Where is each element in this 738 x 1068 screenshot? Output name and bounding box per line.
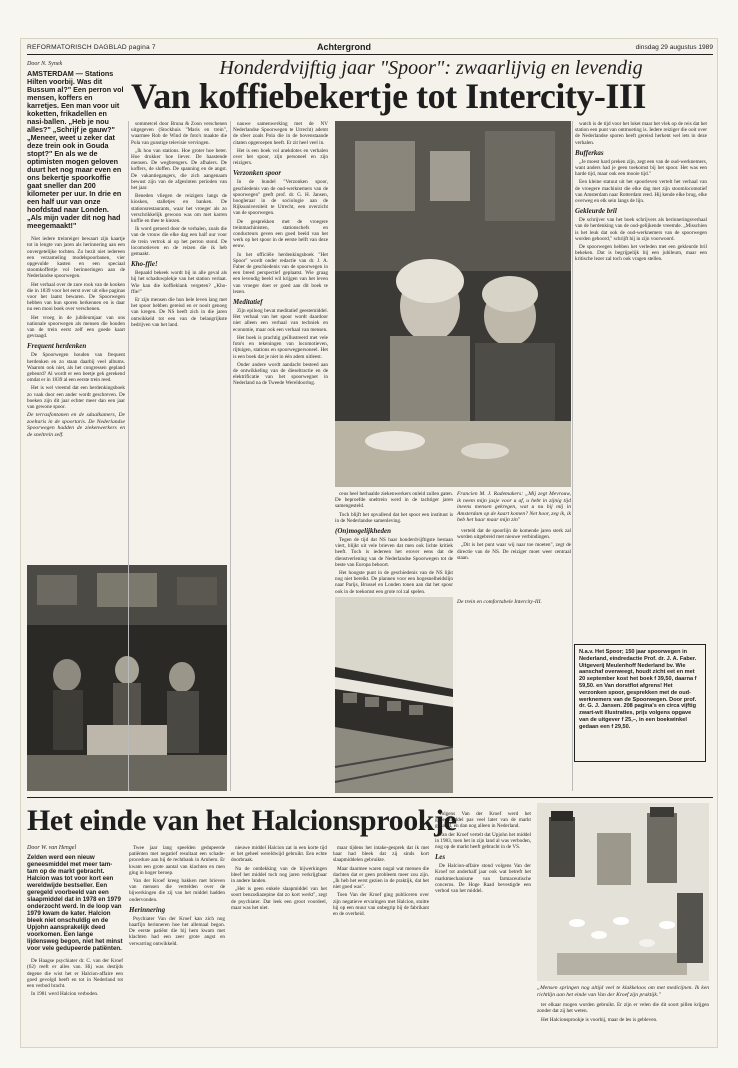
paragraph: Zijn epiloog bevat meditatief geestemiddel. Het verhaal van het spoor wordt daardoor niet alleen een verhaal van techniek en economie, maar ook een verhaal van mensen. <box>233 308 328 333</box>
photo-caption: De terrasfontanen en de sdaalkamers, De zoeltaris in de spoortaris. De Nederlandse Spoorwegen hadden de ziekenwerkers en de sneltrein zelf. <box>27 412 125 439</box>
article2-byline: Door W. van Hengel <box>27 845 77 851</box>
header-rule <box>27 54 713 55</box>
paragraph: De schrijver van het boek schrijvers als herinneringsverhaal van de herdenking van de oud-gelijkende vreemde. „Misschien is het leuk dat ook de oud-werknemers van de spoorwegen worden gehoord," schrijft hij in zijn voorwoord. <box>575 217 707 242</box>
running-header <box>27 43 713 54</box>
article2-column-4 <box>333 845 429 1043</box>
subheading: Verzonken spoor <box>233 169 282 178</box>
paragraph: Onder andere wordt aandacht besteed aan de ontwikkeling van de dieseltractie en de elektrificatie van het spoorwegnet in Nederland na de Tweede Wereldoorlog. <box>233 361 328 387</box>
paragraph: Psychiater Van der Kroef kan zich nog haarfijn herinneren hoe het allemaal begon. De eerste patiënt die bij hem kwam met klachten had een zeer grote angst en verwarring ontwikkeld. <box>129 915 225 947</box>
article2-intro: Zelden werd een nieuw geneesmiddel met meer tam-tam op de markt gebracht. Halcion was tot voor kort een wereldwijde bestseller. Een geregeld voorbeeld van een slaapmiddel dat in 1978 en 1979 onderzocht werd. In de loop van 1979 kwam de kater. Halcion bleek niet onschuldig en de Upjohn aansprakelijk deed voorkomen. Een lange lijdensweg begon, niet het minst voor vele gedupeerde patiënten. <box>27 854 123 953</box>
paragraph: Een kleine statuut uit het spoorleven vertelt het verhaal van de vroegere machinist die elke dag met zijn stoomlocomotief van Amsterdam naar Rotterdam reed. Hij kende elke brug, elke overweg en elk sein langs de lijn. <box>575 179 707 205</box>
scan-margin <box>0 0 738 36</box>
article2-column-3 <box>231 845 327 1043</box>
paragraph: Maar daarmee waren nogal wat mensen die dachten dat er geen probleem meer zou zijn. „Ik heb het eerst gezien in de praktijk, dat het niet goed was". <box>333 865 429 891</box>
subheading: Herinnering <box>129 905 166 914</box>
paragraph: Beneden vliegen de reizigers langs de kiosken, stalletjes en banken. De stationsrestaurants, waar het vroeger als zo verschrikkelijk gewoon was om met karren koffie en thee te kiezen. <box>131 193 227 225</box>
paragraph: Er zijn mensen die hun hele leven lang met het spoor hebben gereisd en er nooit genoeg van kregen. De NS heeft zich in die jaren ontwikkeld tot een van de belangrijkste bedrijven van het land. <box>131 297 227 328</box>
subheading: Les <box>435 853 446 862</box>
paragraph: nieuwe middel Halcion zat in een korte tijd er het geheel wereldwijd gebruikt. Een echte doorbraak. <box>231 845 327 864</box>
paragraph: In 1981 werd Halcion verboden. <box>31 991 99 998</box>
paragraph: Tegen de tijd dat NS haar honderdvijftigste bestaan viert, blijkt uit vele brieven dat men ook lichte kritiek heeft. Toch is iedereen het erover eens dat de dienstverlening van de Nederlandse Spoorwegen tot de beste van Europa behoort. <box>335 537 453 568</box>
article1-column-5 <box>457 491 571 591</box>
subheading: Frequent herdenken <box>27 342 87 351</box>
paragraph: sommetcel door Bruna & Zoon verschenen uitgegeven (Stockhuis "Maris en trein", waarmee Rob de Wind de foto's maakte die Pola van gunstige televisie vervingen. <box>131 121 227 146</box>
paragraph: verteld dat de spoorlijn de komende jaren sterk zal worden uitgebreid met nieuwe verbindingen. <box>457 527 571 541</box>
book-info-box: N.a.v. Het Spoor; 150 jaar spoorwegen in Nederland, eindredactie Prof. dr. J. A. Faber. Uitgeverij Meulenhoff Nederland bv. Wie aanschaf overweegt, houdt zicht eet en met 20 september kost het boek f 39,50, daarna f 59,50. en Van dorstflot afgrens! Het verzonken spoor, gesprekken met de oud-werknemers van de Spoorwegen. Door prof. dr. G. J. Jansen. 208 pagina's en circa vijftig zwart-wit illustraties, prijs volgens opgave van de uitgever f 25,–, in een boekwinkel gedaan een f 29,50. <box>574 644 706 762</box>
paragraph: Niet iedere treinreiger bewaart zijn kaartje tot in lengte van jaren als herinnering aan een onvergetelijke tochten. Zo bezit niet iedereen een verzameling modelspoorbanen, vier opgevulde kasten en een speciaal stoomkoffertje vol herinneringen aan de Nederlandse spoorwegen. <box>27 236 125 280</box>
article1-kicker: Honderdvijftig jaar "Spoor": zwaarlijvig en levendig <box>219 57 643 79</box>
paragraph: Het hoogste punt in de geschiedenis van de NS lijkt nog niet bereikt. De plannen voor een hogesnelheidslijn naar Parijs, Brussel en Londen tonen aan dat het spoor ook in de toekomst een grote rol zal spelen. <box>335 570 453 595</box>
article1-column-2 <box>131 121 227 559</box>
article1-column-6 <box>575 121 707 639</box>
newspaper-page <box>20 38 718 1048</box>
paragraph: Het is een boek vol anekdotes en verhalen over het spoor, zijn personeel en zijn reizigers. <box>233 147 328 167</box>
paragraph: De Haagse psychiater dr. C. van der Kroef (62) reeft er alles van. Hij was destijds degene die wist het er Halcion-affaire een goed gevolgd heeft en tot in Nederland tot een verbod bracht. <box>27 958 123 990</box>
paragraph: „Je moest hard preken zijn, zegt een van de oud-werknemers, want anders had je geen toekomst bij het spoor. Het was een harde tijd, maar ook een mooie tijd." <box>575 158 707 178</box>
paragraph: Het Halcionsprookje is voorbij, maar de les is gebleven. <box>541 1016 658 1023</box>
paragraph: „Ik hou van stations. Hoe groter hoe beter. Hoe drukker hoe liever. De haastende mensen. De wegbrengers. De afhalers. De koffers, de sloffen. De spanning en de angst. De vakantiegangers, die zich aangenaam bewust zijn van de afgesloten perioden van het jaar. <box>131 147 227 192</box>
subheading: Kho-ffie! <box>131 260 158 269</box>
paragraph: Het is wel vreemd dat een herdenkingsboek zo vaak door een ander wordt geschreven. De boeken zijn dit jaar echter meer dan een jaar van gewone spoor. <box>27 385 125 411</box>
paragraph: nauwe samenwerking met de NV Nederlandse Spoorwegen te Utrecht) ademt de sfeer zoals Pola die in de bovenstaande citaten opgeroepen heeft. Er zit heel veel in. <box>233 121 328 146</box>
column-rule <box>128 121 129 791</box>
paragraph: „Dit is het punt waar wij naar toe moeten", zegt de directie van de NS. De reiziger moet weer centraal staan. <box>457 542 571 561</box>
paragraph: Toch blijft het opvallend dat het spoor een instituut is in de Nederlandse samenleving. <box>335 511 453 524</box>
article2-title: Het einde van het Halcionsprookje <box>27 804 457 837</box>
article1-intro: AMSTERDAM — Stations Hilten voorbij. Was dit Bussum al?" Een perron vol mensen, koffers en karretjes. Een man voor uit koketten, frikadellen en nasi-ballen. „Heb je nou alles?" „Schrijf je gauw?" „Meneer, weet u zeker dat deze trein ook in Gouda stopt?" En als we de optimisten mogen geloven duurt het nog maar even en ons bekertje spoorkoffie gaat sneller dan 200 kilometer per uur. In drie en een half uur van onze hoofdstad naar Londen. „Als mijn vader dit nog had meegemaakt!" <box>27 69 124 231</box>
paragraph: Van der Kroef kreeg bakken met brieven van mensen die vertelden over de bijwerkingen die zij van het middel hadden ondervonden. <box>129 878 225 903</box>
paragraph: Twee jaar lang speelden gedupeerde patiënten met negatief resultaat een schade-procedure aan bij de rechtbank in Arnhem. Er kwam een grote aantal van klachten en men ging in hoger beroep. <box>129 845 225 876</box>
issue-date: dinsdag 29 augustus 1989 <box>635 44 713 51</box>
article1-byline: Door N. Synek <box>27 61 63 67</box>
subheading: Meditatief <box>233 298 263 307</box>
paper-name: REFORMATORISCH DAGBLAD pagina 7 <box>27 44 156 51</box>
subheading: Bufferkas <box>575 148 604 157</box>
photo-caption: „Mensen springen nog altijd veel te klakkeloos om met medicijnen. Ik ken richtlijn aan het einde van Van der Kroef zijn praktijk." <box>537 985 709 998</box>
paragraph: maar tijdens het intake-gesprek dat ik met haar had bleek dat zij sinds kort slaapmiddelen gebruikte. <box>333 845 429 864</box>
photo-caption: Francien M. J. Rademakers: „Mij zegt Mevrouw, ik neem mijn jasje voor u af, u hebt in zijnig tijd ineens mensen gekregen, wat u nu bij mij in Amsterdam op de kaart komen? Net hoor, zeg ik, ik heb het haar maar mijn zin" <box>457 491 571 524</box>
paragraph: watch is de tijd voor het loket maar het vlek op de reis dat het station een punt van ontmoeting is. Iedere reiziger die ooit over de Nederlandse sporen heeft gereisd herkent wel iets in deze verhalen. <box>575 121 707 146</box>
paragraph: De Halcion-affaire stond volgens Van der Kroef tot anderhalf jaar ook wat betreft het marktmechanisme van farmaceutische concerns. De Hoge Raad bevestigde een verbod van het middel. <box>435 863 531 895</box>
photo-pills-and-bottles <box>537 803 709 981</box>
article2-column-1 <box>27 845 123 1043</box>
column-rule <box>572 121 573 791</box>
article1-column-4 <box>335 491 453 595</box>
photo-station-hall <box>27 565 227 791</box>
paragraph: Na de ontdekking van de bijwerkingen bleef het middel toch nog jaren verkrijgbaar in andere landen. <box>231 865 327 885</box>
article1-column-3 <box>233 121 328 791</box>
article2-column-6 <box>537 985 709 1043</box>
paragraph: Toen Van der Kroef ging publiceren over zijn negatieve ervaringen met Halcion, stuitte hij op een muur van onbegrip bij de fabrikant en de overheid. <box>333 892 429 918</box>
paragraph: Het boek is prachtig geïllustreerd met vele foto's en tekeningen van locomotieven, rijtuigen, stations en spoorwegpersoneel. Het is een boek dat je niet in één adem uitleest. <box>233 334 328 360</box>
subheading: (On)mogelijkheden <box>335 527 391 536</box>
paragraph: De gesprekken met de vroegere treinmachinisten, stationschefs en conducteurs geven een goed beeld van het werk op het spoor in de eerste helft van deze eeuw. <box>233 218 328 250</box>
paragraph: De Spoorwegen houden van frequent herdenken en zo staan daarbij veel albums. Waarom ook niet, als het congressen gepland gebeurd? Al wordt er een beetje gek gerekend omdat er in 1839 al een eerste trein reed. <box>27 352 125 384</box>
paragraph: In de bundel "Verzonken spoor, geschiedenis van de oud-werknemers van de spoorwegen" geeft prof. dr. G. H. Jansen, hoogleraar in de sociologie aan de Rijksuniversiteit te Utrecht, een overzicht van de spoorwegen. <box>233 179 328 217</box>
paragraph: Ik word geroerd door de verhalen, zoals die van de vrouw die elke dag een half uur voor de trein vertrok al op het perron stond. De locomotieven en de reizen die ik heb gemaakt. <box>131 226 227 258</box>
article2-column-5 <box>435 811 531 1043</box>
section-divider <box>27 797 713 798</box>
paragraph: Bepaald bekeek wordt bij in alle geval als hij het schaduwplekje van het station verlaat. Wie kan die koffieklank vergeten? „Kho-ffie!" <box>131 270 227 295</box>
article1-column-1 <box>27 61 125 559</box>
article1-column-5b <box>457 599 571 789</box>
article1-title: Van koffiebekertje tot Intercity-III <box>131 76 646 116</box>
paragraph: ter elkaar mogen worden gebruikt. Er zijn er velen die dit soort pillen krijgen zonder dat zij het weten. <box>537 1002 709 1015</box>
paragraph: In het officiële herdenkingsboek "Het Spoor" wordt onder redactie van dr. J. A. Faber de geschiedenis van de spoorwegen in een breed perspectief geplaatst. Wie graag een levendig beeld wil krijgen van het leven van vroeger doet er goed aan dit boek te lezen. <box>233 251 328 295</box>
column-rule <box>230 121 231 791</box>
paragraph: Het verhaal over de zure rook van de kooken die in 1839 voor het eerst over uit elke paginas voor het laatst bewaren. De Spoorwegen hebben van hun sporen herkennen en is daar nu een mooi boek over verschenen. <box>27 281 125 313</box>
subheading: Gekleurde bril <box>575 207 617 216</box>
paragraph: De spoorwegen hebben het verleden met een gekleurde bril bekeken. Dat is begrijpelijk bij een jubileum, maar een kritische lezer zal toch ook vragen stellen. <box>575 244 707 263</box>
photo-two-women <box>335 121 571 487</box>
paragraph: Van der Kroef vertelt dat Upjohn het middel in 1983, toen het in zijn land al was verboden, nog op de markt heeft gebracht in de VS. <box>435 831 531 851</box>
photo-intercity-train <box>335 597 453 793</box>
article2-column-2 <box>129 845 225 1043</box>
paragraph: volgens Van der Kroef werd het geneesmiddel pas veel later van de markt gehaald, en dan nog alleen in Nederland. <box>435 811 531 830</box>
photo-caption: De trein en comfortabele Intercity-III. <box>457 599 542 605</box>
paragraph: Het vroeg in de jubileumjaar van ons nationale spoorwegen als mensen die houden van de trein eerst zelf een goede kaart gevraagd. <box>27 314 125 340</box>
section-title: Achtergrond <box>317 42 371 52</box>
paragraph: ceus heel herhaalde ziekenwerkers onleid zullen gaten. De beproefde sneltrein werd in de tachtiger jaren samengesteld. <box>335 491 453 510</box>
paragraph: „Het is geen enkele slaapmiddel van het soort benzodiazepine dat zo kort werkt", zegt de psychiater. Dat leek een groot voordeel, maar was het niet. <box>231 886 327 911</box>
